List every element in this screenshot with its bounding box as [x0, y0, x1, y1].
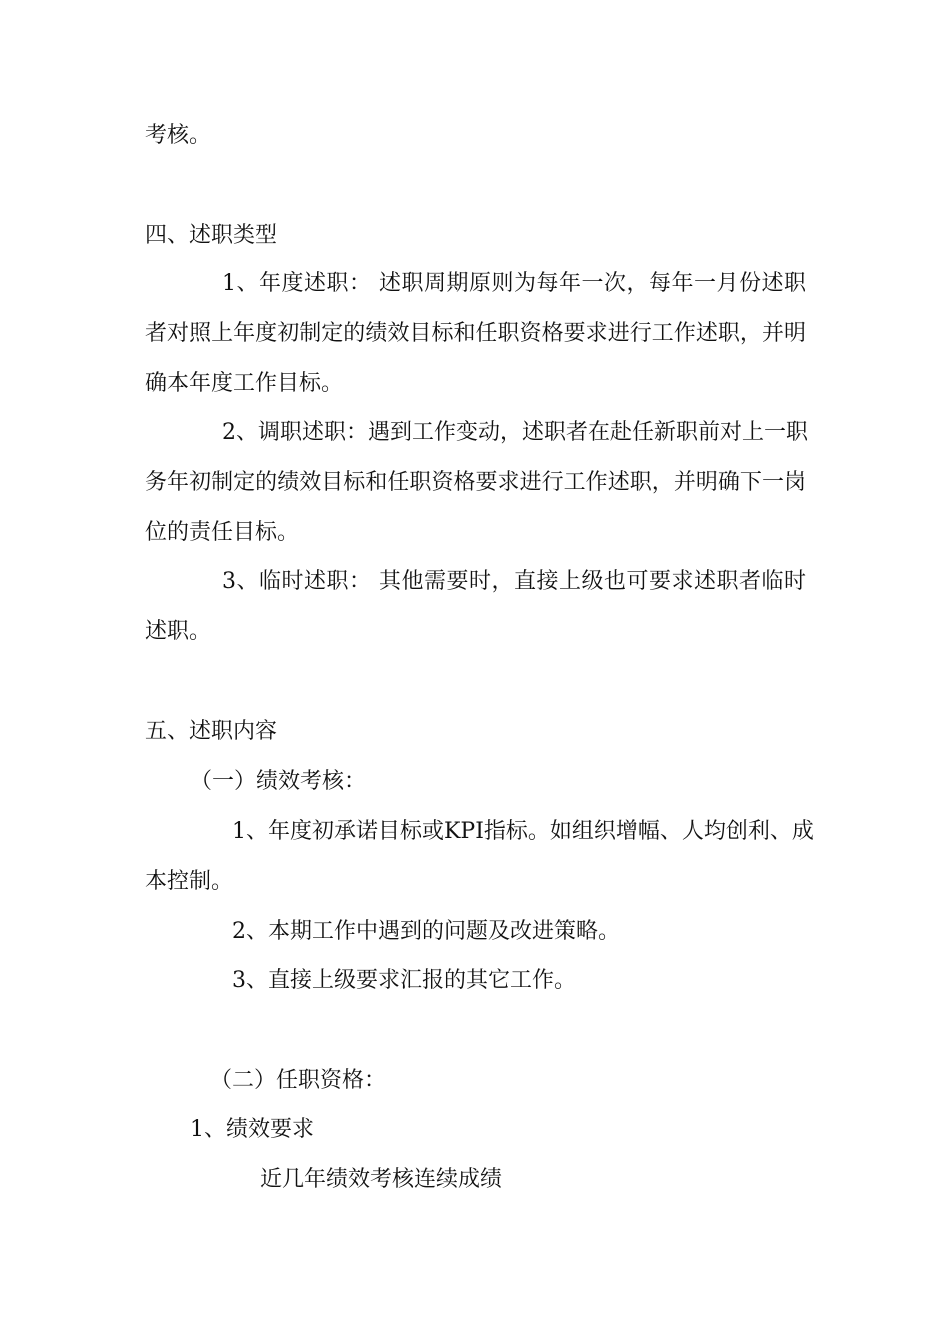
paragraph-line: 1、绩效要求	[190, 1117, 314, 1142]
section-heading: 四、述职类型	[145, 223, 278, 248]
paragraph-line: 位的责任目标。	[145, 520, 300, 545]
paragraph-line: 确本年度工作目标。	[145, 371, 344, 396]
subsection-heading: （一）绩效考核：	[190, 769, 367, 794]
subsection-heading: （二）任职资格：	[210, 1068, 387, 1093]
paragraph-line: 务年初制定的绩效目标和任职资格要求进行工作述职，并明确下一岗	[145, 470, 806, 495]
paragraph-line: 2、本期工作中遇到的问题及改进策略。	[232, 919, 620, 944]
paragraph-line: 1、年度述职： 述职周期原则为每年一次，每年一月份述职	[222, 271, 806, 296]
section-heading: 五、述职内容	[145, 719, 278, 744]
text-line: 考核。	[145, 123, 212, 148]
paragraph-line: 者对照上年度初制定的绩效目标和任职资格要求进行工作述职，并明	[145, 321, 806, 346]
paragraph-line: 近几年绩效考核连续成绩	[260, 1167, 503, 1192]
paragraph-line: 3、直接上级要求汇报的其它工作。	[232, 968, 576, 993]
paragraph-line: 2、调职述职：遇到工作变动，述职者在赴任新职前对上一职	[222, 420, 808, 445]
paragraph-line: 1、年度初承诺目标或KPI指标。如组织增幅、人均创利、成	[232, 819, 814, 844]
paragraph-line: 述职。	[145, 619, 212, 644]
paragraph-line: 3、临时述职： 其他需要时，直接上级也可要求述职者临时	[222, 569, 806, 594]
paragraph-line: 本控制。	[145, 869, 234, 894]
